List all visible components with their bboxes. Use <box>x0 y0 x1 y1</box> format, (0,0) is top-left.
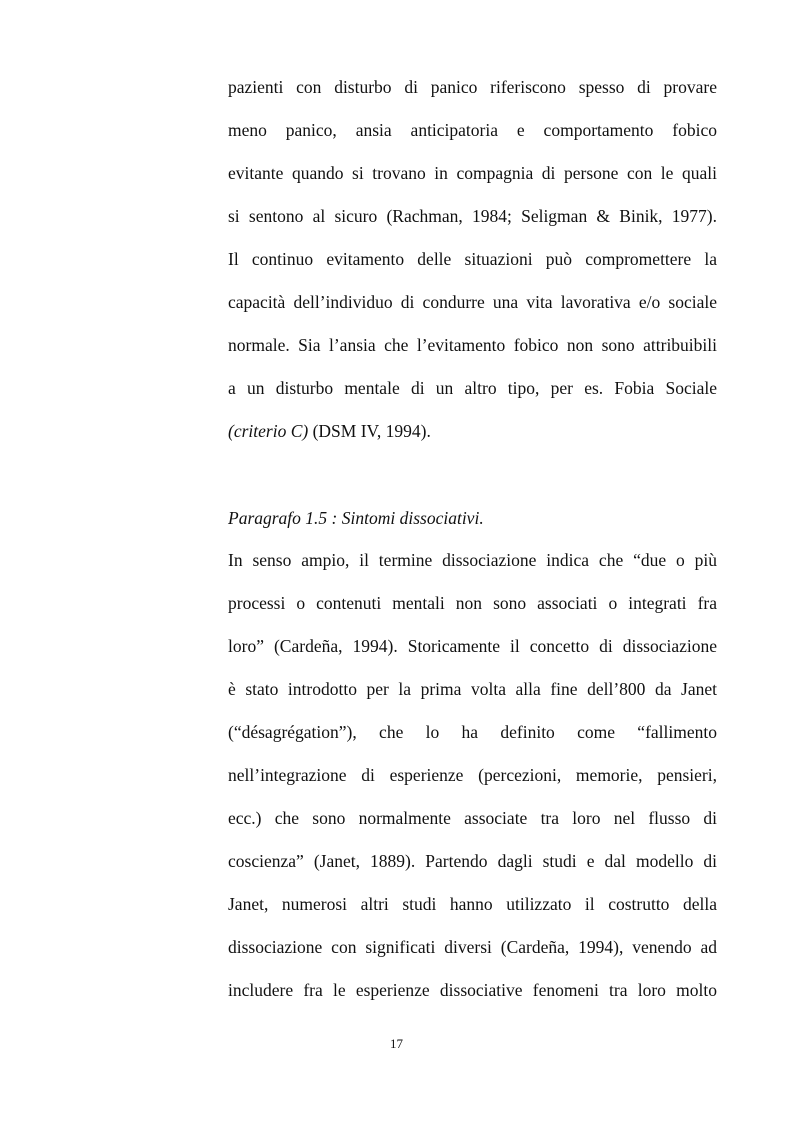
body-line-last <box>228 420 717 442</box>
body-line: normale. Sia l’ansia che l’evitamento fobico non sono attribuibili <box>228 335 717 355</box>
citation: (DSM IV, 1994). <box>308 421 431 441</box>
body-line: pazienti con disturbo di panico riferiscono spesso di provare <box>228 77 717 97</box>
body-line: meno panico, ansia anticipatoria e comportamento fobico <box>228 120 717 140</box>
body-line: si sentono al sicuro (Rachman, 1984; Seligman & Binik, 1977). <box>228 206 717 226</box>
body-line: evitante quando si trovano in compagnia di persone con le quali <box>228 163 717 183</box>
body-line: a un disturbo mentale di un altro tipo, per es. Fobia Sociale <box>228 378 717 398</box>
body-line: nell’integrazione di esperienze (percezioni, memorie, pensieri, <box>228 765 717 785</box>
page-number: 17 <box>390 1036 403 1051</box>
section-heading: Paragrafo 1.5 : Sintomi dissociativi. <box>228 508 484 528</box>
body-line: Janet, numerosi altri studi hanno utilizzato il costrutto della <box>228 894 717 914</box>
body-line: coscienza” (Janet, 1889). Partendo dagli studi e dal modello di <box>228 851 717 871</box>
body-line: è stato introdotto per la prima volta alla fine dell’800 da Janet <box>228 679 717 699</box>
body-line: In senso ampio, il termine dissociazione indica che “due o più <box>228 550 717 570</box>
body-line: (“désagrégation”), che lo ha definito come “fallimento <box>228 722 717 742</box>
body-line: ecc.) che sono normalmente associate tra loro nel flusso di <box>228 808 717 828</box>
body-line: dissociazione con significati diversi (Cardeña, 1994), venendo ad <box>228 937 717 957</box>
body-line: includere fra le esperienze dissociative fenomeni tra loro molto <box>228 980 717 1000</box>
body-line: processi o contenuti mentali non sono associati o integrati fra <box>228 593 717 613</box>
body-line: capacità dell’individuo di condurre una vita lavorativa e/o sociale <box>228 292 717 312</box>
body-line: Il continuo evitamento delle situazioni può compromettere la <box>228 249 717 269</box>
criterion-reference: (criterio C) <box>228 421 309 441</box>
body-line: loro” (Cardeña, 1994). Storicamente il concetto di dissociazione <box>228 636 717 656</box>
